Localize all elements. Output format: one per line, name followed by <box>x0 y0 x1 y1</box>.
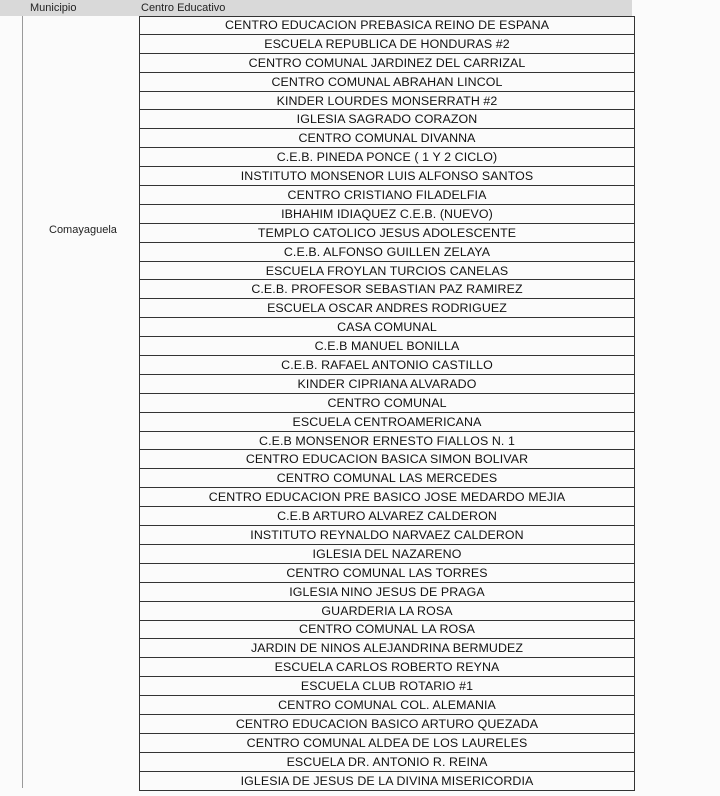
table-row: CASA COMUNAL <box>140 318 634 337</box>
table-row: CENTRO EDUCACION PREBASICA REINO DE ESPANA <box>140 16 634 35</box>
table-row: C.E.B. PINEDA PONCE ( 1 Y 2 CICLO) <box>140 148 634 167</box>
table-row: CENTRO COMUNAL LAS TORRES <box>140 564 634 583</box>
table-row: CENTRO COMUNAL DIVANNA <box>140 129 634 148</box>
header-centro-educativo: Centro Educativo <box>141 2 226 14</box>
table-row: CENTRO CRISTIANO FILADELFIA <box>140 186 634 205</box>
table-row: IGLESIA NINO JESUS DE PRAGA <box>140 583 634 602</box>
table-row: ESCUELA OSCAR ANDRES RODRIGUEZ <box>140 299 634 318</box>
table-row: ESCUELA DR. ANTONIO R. REINA <box>140 753 634 772</box>
table-row: INSTITUTO REYNALDO NARVAEZ CALDERON <box>140 526 634 545</box>
table-row: ESCUELA REPUBLICA DE HONDURAS #2 <box>140 35 634 54</box>
table-row: CENTRO COMUNAL ABRAHAN LINCOL <box>140 73 634 92</box>
table-row: JARDIN DE NINOS ALEJANDRINA BERMUDEZ <box>140 639 634 658</box>
header-municipio: Municipio <box>30 2 77 14</box>
table-row: CENTRO COMUNAL JARDINEZ DEL CARRIZAL <box>140 54 634 73</box>
table-row: KINDER LOURDES MONSERRATH #2 <box>140 92 634 111</box>
municipio-name: Comayaguela <box>49 224 117 236</box>
table-row: CENTRO EDUCACION BASICO ARTURO QUEZADA <box>140 715 634 734</box>
table-row: C.E.B. RAFAEL ANTONIO CASTILLO <box>140 356 634 375</box>
table-row: ESCUELA CARLOS ROBERTO REYNA <box>140 658 634 677</box>
table-header <box>0 0 632 16</box>
table-row: KINDER CIPRIANA ALVARADO <box>140 375 634 394</box>
table-row: CENTRO EDUCACION BASICA SIMON BOLIVAR <box>140 450 634 469</box>
table-row: C.E.B. PROFESOR SEBASTIAN PAZ RAMIREZ <box>140 280 634 299</box>
table-row: IGLESIA DE JESUS DE LA DIVINA MISERICORDIA <box>140 772 634 791</box>
table-row: C.E.B. ALFONSO GUILLEN ZELAYA <box>140 243 634 262</box>
table-row: IBHAHIM IDIAQUEZ C.E.B. (NUEVO) <box>140 205 634 224</box>
table-row: CENTRO COMUNAL COL. ALEMANIA <box>140 696 634 715</box>
table-row: C.E.B MONSENOR ERNESTO FIALLOS N. 1 <box>140 432 634 451</box>
municipio-cell <box>22 16 140 788</box>
table-row: CENTRO COMUNAL <box>140 394 634 413</box>
table-row: CENTRO COMUNAL LA ROSA <box>140 621 634 640</box>
table-row: GUARDERIA LA ROSA <box>140 602 634 621</box>
table-row: CENTRO COMUNAL ALDEA DE LOS LAURELES <box>140 734 634 753</box>
table-row: ESCUELA CENTROAMERICANA <box>140 413 634 432</box>
centros-table <box>139 16 635 791</box>
table-row: C.E.B MANUEL BONILLA <box>140 337 634 356</box>
table-row: INSTITUTO MONSENOR LUIS ALFONSO SANTOS <box>140 167 634 186</box>
table-row: CENTRO COMUNAL LAS MERCEDES <box>140 469 634 488</box>
table-row: ESCUELA FROYLAN TURCIOS CANELAS <box>140 262 634 281</box>
table-row: ESCUELA CLUB ROTARIO #1 <box>140 677 634 696</box>
table-row: IGLESIA DEL NAZARENO <box>140 545 634 564</box>
table-row: CENTRO EDUCACION PRE BASICO JOSE MEDARDO MEJIA <box>140 488 634 507</box>
table-row: TEMPLO CATOLICO JESUS ADOLESCENTE <box>140 224 634 243</box>
table-row: IGLESIA SAGRADO CORAZON <box>140 110 634 129</box>
table-row: C.E.B ARTURO ALVAREZ CALDERON <box>140 507 634 526</box>
